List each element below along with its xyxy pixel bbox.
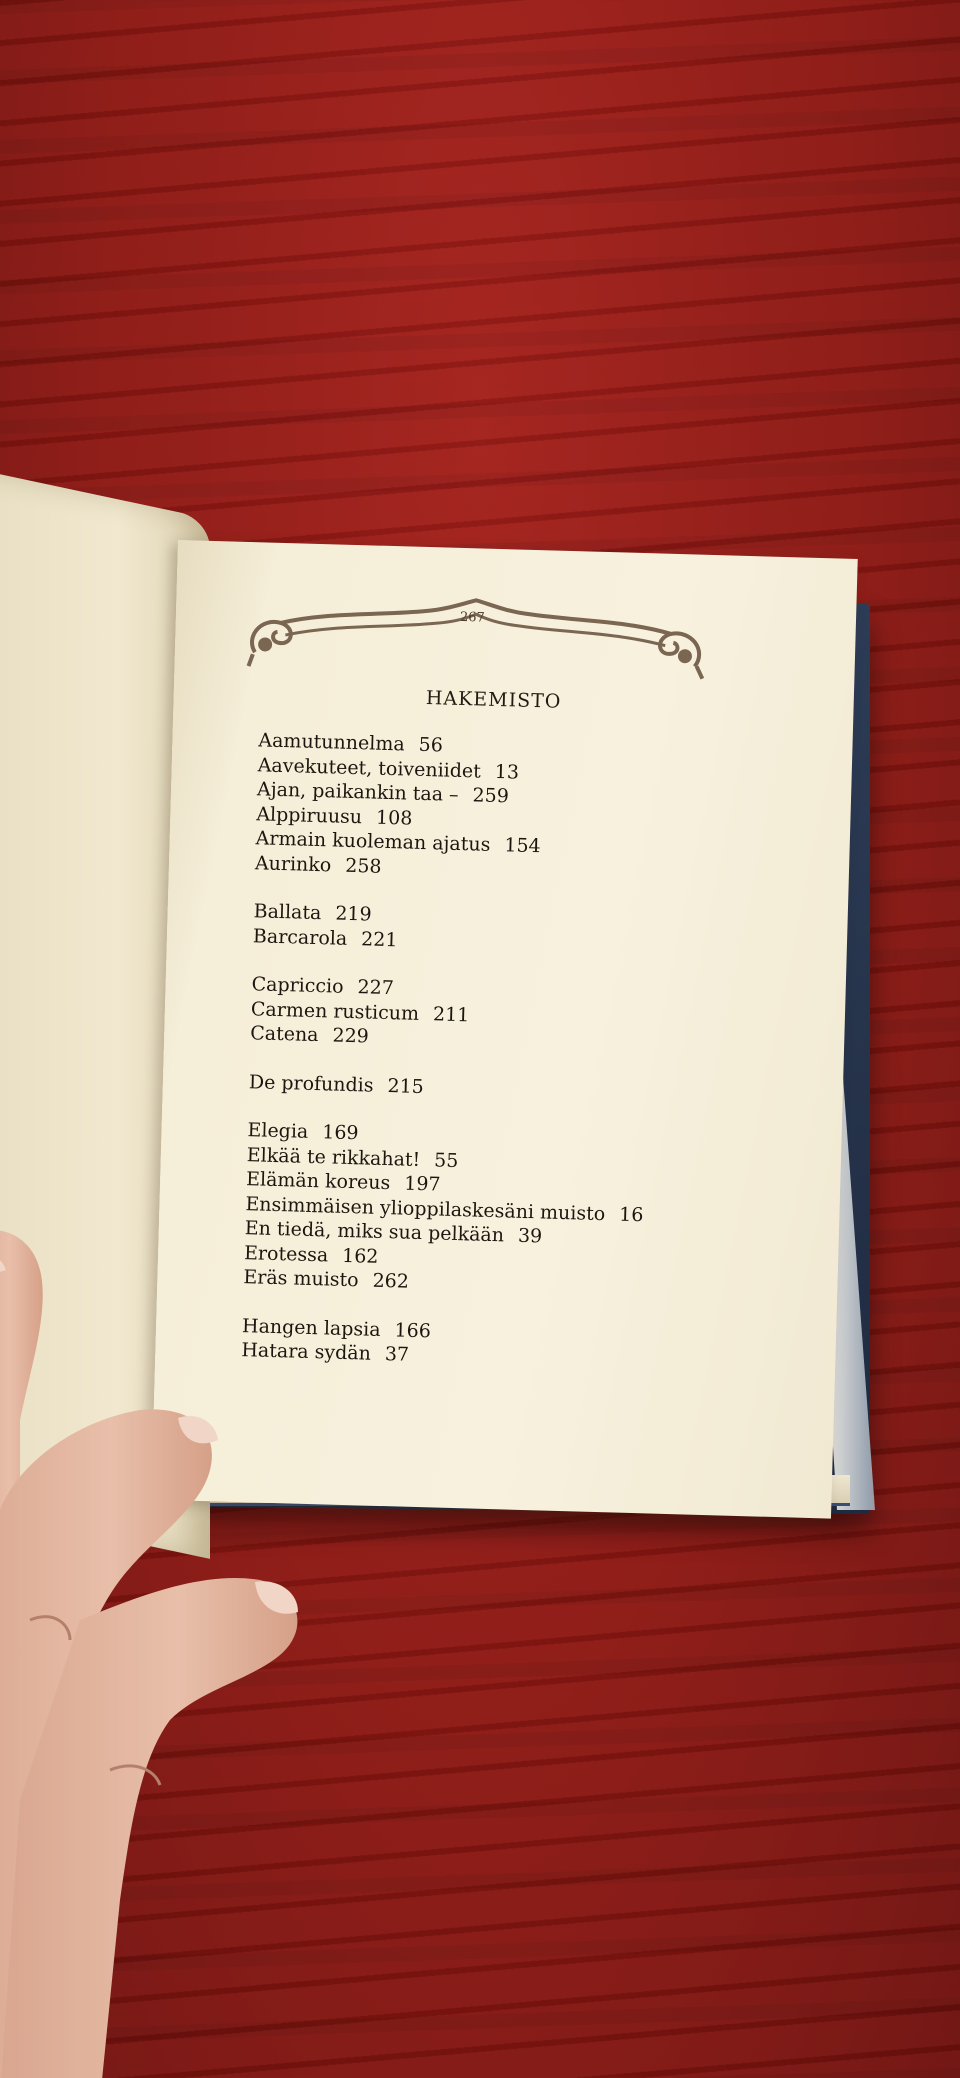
entry-page-number: 55 [433, 1148, 459, 1172]
entry-page-number: 108 [375, 806, 413, 830]
page-number: 267 [459, 609, 485, 626]
entry-title: Elegia [247, 1119, 309, 1143]
entry-title: Hangen lapsia [241, 1314, 381, 1341]
entry-page-number: 154 [504, 834, 541, 858]
entry-page-number: 219 [335, 902, 372, 926]
entry-title: Barcarola [252, 924, 348, 950]
entry-title: Alppiruusu [256, 802, 363, 828]
entry-title: Aamutunnelma [258, 729, 406, 756]
entry-page-number: 16 [618, 1203, 644, 1226]
entry-page-number: 169 [321, 1121, 359, 1145]
entry-page-number: 13 [494, 760, 520, 784]
entry-title: Carmen rusticum [250, 997, 420, 1025]
hand-fingers-icon [0, 1180, 320, 2078]
entry-title: Elämän koreus [245, 1168, 391, 1195]
entry-page-number: 166 [394, 1318, 432, 1342]
entry-title: Aurinko [254, 851, 332, 876]
entry-title: Capriccio [251, 973, 344, 998]
entry-page-number: 259 [472, 784, 510, 808]
entry-page-number: 37 [384, 1343, 410, 1366]
entry-title: Ballata [253, 900, 322, 925]
entry-title: Aavekuteet, toiveniidet [257, 753, 482, 783]
index-entries [241, 728, 818, 1378]
entry-title: Eräs muisto [243, 1266, 359, 1292]
entry-page-number: 227 [357, 976, 395, 1000]
entry-title: Ajan, paikankin taa – [256, 778, 459, 806]
entry-title: Ensimmäisen ylioppilaskesäni muisto [245, 1192, 606, 1225]
entry-title: Armain kuoleman ajatus [255, 827, 491, 856]
entry-title: Catena [249, 1022, 319, 1047]
entry-title: En tiedä, miks sua pelkään [244, 1217, 505, 1247]
entry-page-number: 215 [387, 1074, 425, 1098]
header-ornament-icon [234, 582, 716, 685]
entry-page-number: 56 [418, 733, 444, 757]
entry-page-number: 258 [344, 854, 382, 878]
index-entry [249, 1070, 809, 1110]
entry-title: Elkää te rikkahat! [246, 1143, 421, 1171]
index-heading: HAKEMISTO [425, 686, 562, 713]
entry-title: Hatara sydän [241, 1339, 372, 1365]
entry-page-number: 162 [341, 1244, 379, 1268]
entry-page-number: 197 [403, 1172, 441, 1196]
entry-title: De profundis [248, 1070, 374, 1097]
entry-page-number: 39 [517, 1224, 543, 1248]
entry-title: Erotessa [243, 1241, 329, 1266]
entry-page-number: 221 [360, 927, 398, 951]
entry-page-number: 262 [372, 1269, 410, 1293]
entry-page-number: 229 [332, 1024, 370, 1048]
entry-page-number: 211 [432, 1002, 470, 1026]
